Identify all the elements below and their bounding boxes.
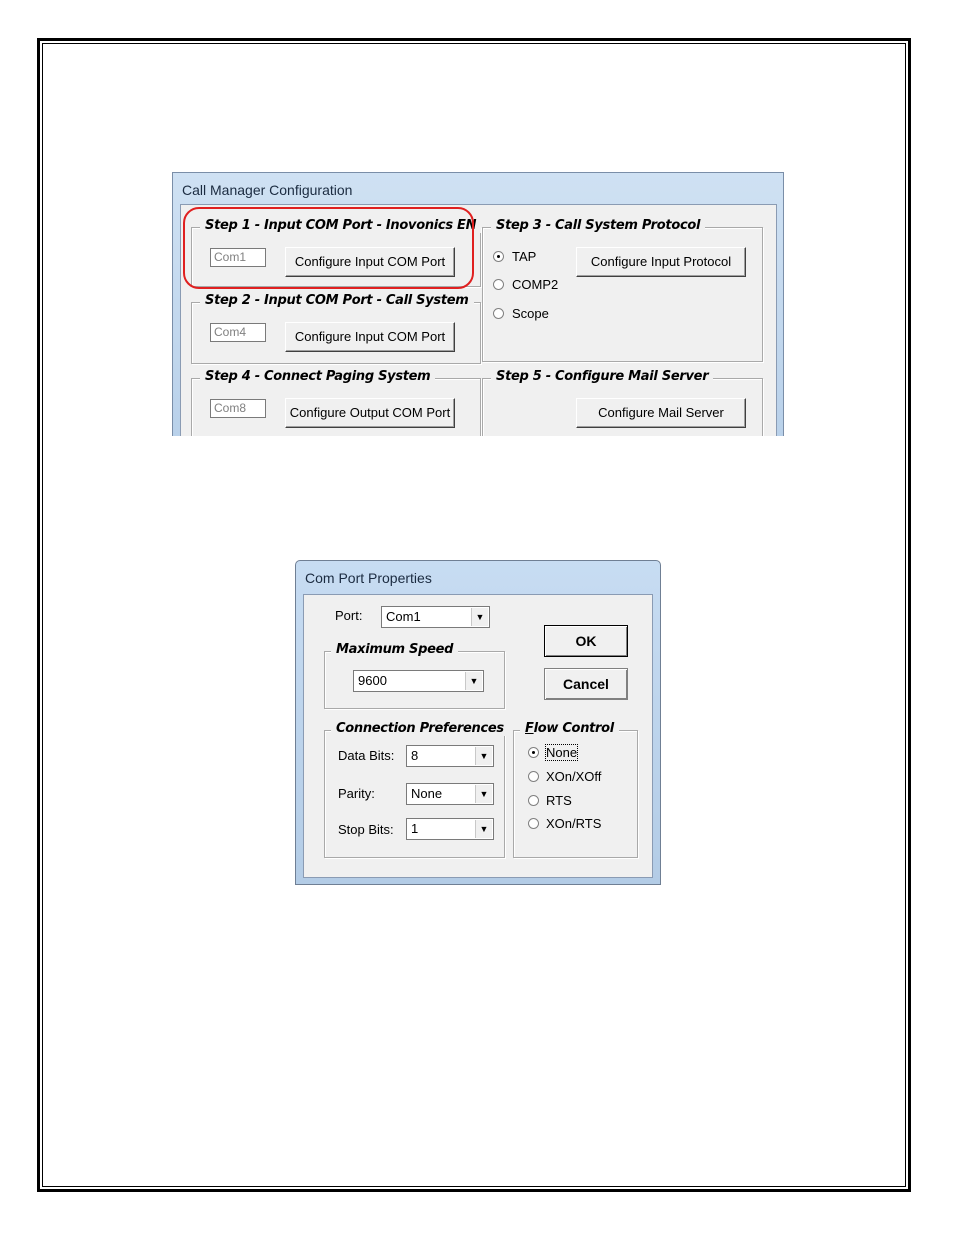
connection-prefs-title: Connection Preferences <box>331 721 509 736</box>
max-speed-select[interactable] <box>353 670 484 692</box>
protocol-option-tap[interactable] <box>493 249 536 264</box>
radio-icon <box>528 818 539 829</box>
step5-title: Step 5 - Configure Mail Server <box>491 369 713 384</box>
chevron-down-icon[interactable]: ▼ <box>475 820 492 838</box>
window-client-area <box>303 594 653 878</box>
flow-option-xon-xoff[interactable] <box>528 769 601 784</box>
protocol-option-scope[interactable] <box>493 306 549 321</box>
com-port-window <box>295 560 661 885</box>
connection-prefs-group <box>324 721 505 858</box>
flow-option-xon-rts[interactable] <box>528 816 601 831</box>
flow-control-title-rest: low Control <box>533 721 614 736</box>
configure-mail-button[interactable]: Configure Mail Server <box>576 398 746 428</box>
configure-protocol-button[interactable]: Configure Input Protocol <box>576 247 746 277</box>
step4-group <box>191 369 481 436</box>
option-label: TAP <box>512 249 537 264</box>
max-speed-group <box>324 642 505 709</box>
chevron-down-icon[interactable]: ▼ <box>475 785 492 803</box>
max-speed-value: 9600 <box>358 673 387 688</box>
flow-option-none[interactable] <box>528 745 577 760</box>
port-value: Com1 <box>386 609 421 624</box>
window-titlebar[interactable] <box>296 561 660 595</box>
radio-icon <box>493 308 504 319</box>
max-speed-title: Maximum Speed <box>331 642 458 657</box>
radio-icon <box>528 771 539 782</box>
chevron-down-icon[interactable]: ▼ <box>465 672 482 690</box>
port-label: Port: <box>335 608 363 623</box>
step2-group <box>191 293 481 364</box>
step4-title: Step 4 - Connect Paging System <box>200 369 435 384</box>
ok-button[interactable]: OK <box>544 625 628 657</box>
step3-group <box>482 218 763 362</box>
configure-output-button[interactable]: Configure Output COM Port <box>285 398 455 428</box>
port-select[interactable] <box>381 606 490 628</box>
window-titlebar[interactable] <box>173 173 783 205</box>
parity-select[interactable] <box>406 783 494 805</box>
window-title: Call Manager Configuration <box>182 182 353 198</box>
step2-com-field[interactable]: Com4 <box>210 323 266 342</box>
step5-group <box>482 369 763 436</box>
option-label: Scope <box>512 306 549 321</box>
protocol-option-comp2[interactable] <box>493 277 558 292</box>
option-label: RTS <box>546 793 572 808</box>
radio-icon <box>493 279 504 290</box>
parity-label: Parity: <box>338 786 375 801</box>
step1-com-field[interactable]: Com1 <box>210 248 266 267</box>
cancel-button[interactable]: Cancel <box>544 668 628 700</box>
flow-control-accelerator: F <box>525 721 534 736</box>
stop-bits-label: Stop Bits: <box>338 822 394 837</box>
radio-selected-icon <box>528 747 539 758</box>
flow-option-rts[interactable] <box>528 793 572 808</box>
step4-com-field[interactable]: Com8 <box>210 399 266 418</box>
option-label: COMP2 <box>512 277 559 292</box>
step3-title: Step 3 - Call System Protocol <box>491 218 705 233</box>
step1-configure-button[interactable]: Configure Input COM Port <box>285 247 455 277</box>
stop-bits-value: 1 <box>411 821 419 836</box>
option-label: None <box>546 745 578 760</box>
window-title: Com Port Properties <box>305 570 432 586</box>
stop-bits-select[interactable] <box>406 818 494 840</box>
radio-selected-icon <box>493 251 504 262</box>
step2-configure-button[interactable]: Configure Input COM Port <box>285 322 455 352</box>
flow-control-group <box>513 721 638 858</box>
radio-icon <box>528 795 539 806</box>
option-label: XOn/XOff <box>546 769 602 784</box>
step2-title: Step 2 - Input COM Port - Call System <box>200 293 474 308</box>
option-label: XOn/RTS <box>546 816 602 831</box>
data-bits-select[interactable] <box>406 745 494 767</box>
chevron-down-icon[interactable]: ▼ <box>475 747 492 765</box>
parity-value: None <box>411 786 443 801</box>
step1-title: Step 1 - Input COM Port - Inovonics EN <box>200 218 481 233</box>
data-bits-value: 8 <box>411 748 419 763</box>
chevron-down-icon[interactable]: ▼ <box>471 608 488 626</box>
flow-control-title <box>520 721 619 736</box>
data-bits-label: Data Bits: <box>338 748 395 763</box>
step1-highlight-annotation <box>183 207 474 289</box>
